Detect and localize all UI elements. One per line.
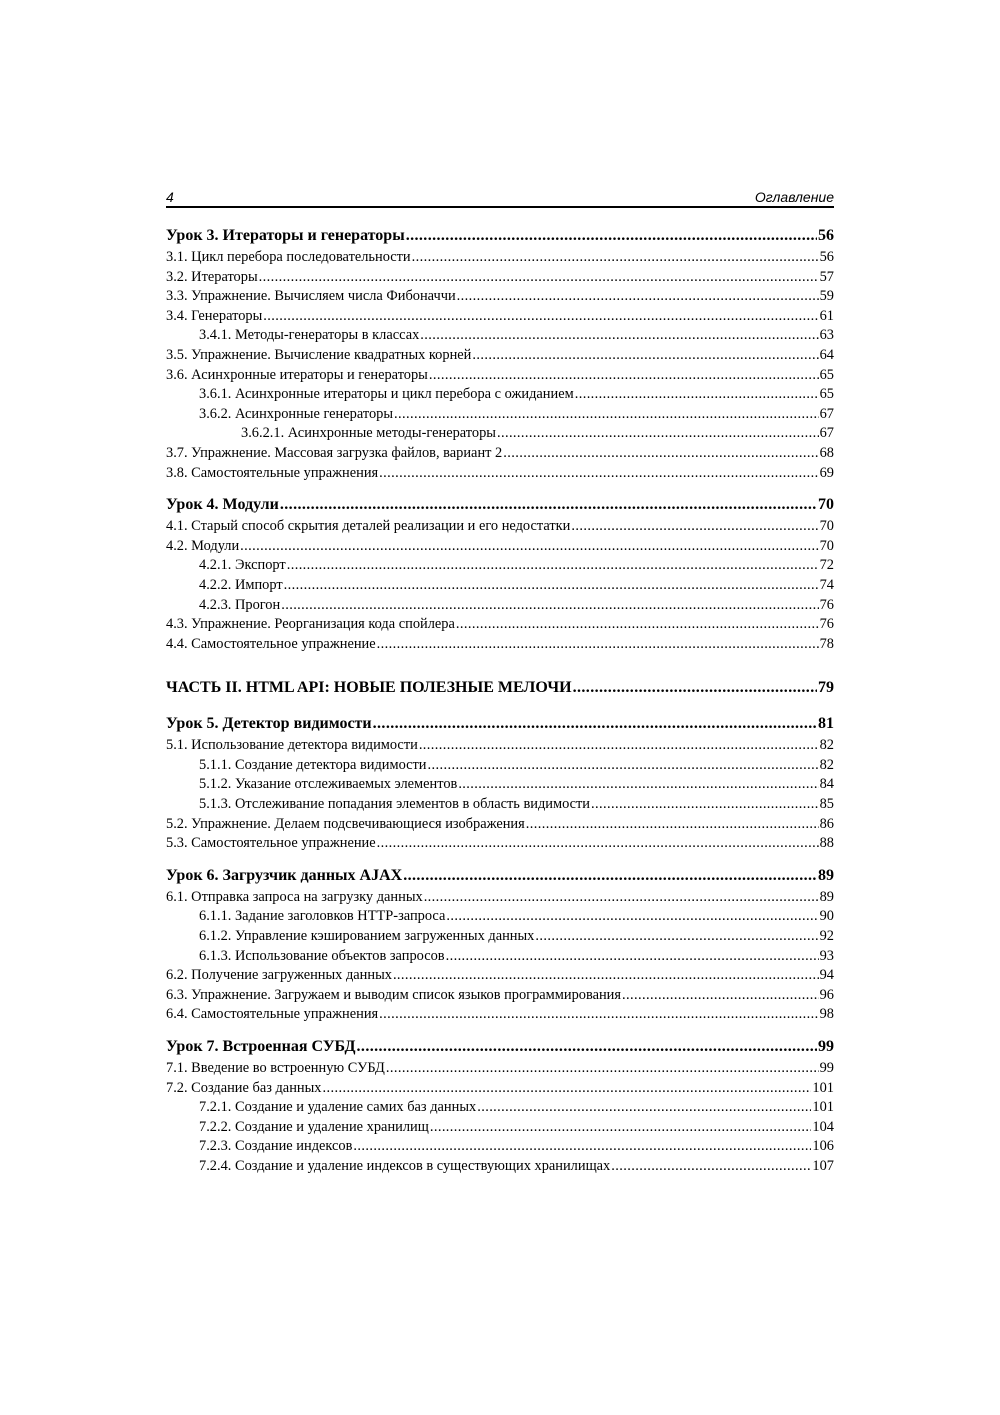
toc-entry-title: 3.6. Асинхронные итераторы и генераторы xyxy=(166,366,428,383)
toc-entry[interactable] xyxy=(166,576,834,596)
dot-leader xyxy=(573,678,817,698)
toc-entry-title: 3.4.1. Методы-генераторы в классах xyxy=(199,327,420,344)
toc-entry-page: 56 xyxy=(819,249,834,265)
dot-leader xyxy=(456,615,819,635)
dot-leader xyxy=(379,1005,818,1025)
toc-entry-page: 78 xyxy=(819,635,834,652)
toc-entry[interactable] xyxy=(166,1118,834,1138)
toc-entry-title: 3.6.2. Асинхронные генераторы xyxy=(199,405,393,422)
dot-leader xyxy=(420,326,818,346)
toc-entry-title: 4.2.3. Прогон xyxy=(199,596,281,613)
dot-leader xyxy=(497,424,819,444)
toc-lesson-entry[interactable] xyxy=(166,226,834,248)
dot-leader xyxy=(406,226,817,246)
toc-entry-page: 85 xyxy=(819,796,834,813)
toc-entry-title: Урок 3. Итераторы и генераторы xyxy=(166,227,405,244)
toc-entry-page: 107 xyxy=(812,1157,834,1174)
toc-page xyxy=(166,186,834,1177)
toc-entry-page: 69 xyxy=(819,464,834,481)
toc-entry[interactable] xyxy=(166,1157,834,1177)
dot-leader xyxy=(393,966,819,986)
dot-leader xyxy=(412,248,819,268)
toc-entry-page: 67 xyxy=(819,405,834,422)
toc-entry[interactable] xyxy=(166,615,834,635)
toc-lesson-entry[interactable] xyxy=(166,866,834,888)
toc-entry-title: 3.1. Цикл перебора последовательности xyxy=(166,249,411,265)
toc-entry-page: 74 xyxy=(819,576,834,593)
dot-leader xyxy=(377,834,819,854)
toc-entry-page: 104 xyxy=(812,1118,834,1135)
toc-entry-title: 4.1. Старый способ скрытия деталей реализации и его недостатки xyxy=(166,518,571,535)
toc-lesson-entry[interactable] xyxy=(166,714,834,736)
toc-entry-page: 70 xyxy=(818,496,834,514)
dot-leader xyxy=(446,907,818,927)
toc-entry-title: 7.2. Создание баз данных xyxy=(166,1079,322,1096)
toc-entry-page: 72 xyxy=(819,557,834,574)
toc-entry-title: 3.8. Самостоятельные упражнения xyxy=(166,464,379,481)
toc-entry-page: 76 xyxy=(819,616,834,633)
toc-entry-title: Урок 6. Загрузчик данных AJAX xyxy=(166,866,403,884)
dot-leader xyxy=(428,756,819,776)
toc-entry-page: 82 xyxy=(819,756,834,773)
dot-leader xyxy=(373,714,817,734)
dot-leader xyxy=(263,307,818,327)
toc-entry-page: 94 xyxy=(819,967,834,984)
toc-entry-page: 96 xyxy=(819,986,834,1003)
toc-entry-title: 4.2.1. Экспорт xyxy=(199,557,286,574)
dot-leader xyxy=(430,1118,812,1138)
dot-leader xyxy=(424,888,819,908)
toc-entry-page: 88 xyxy=(819,835,834,852)
toc-entry[interactable] xyxy=(166,556,834,576)
dot-leader xyxy=(379,464,818,484)
toc-entry-page: 57 xyxy=(819,268,834,285)
dot-leader xyxy=(446,947,819,967)
toc-entry-title: 3.5. Упражнение. Вычисление квадратных корней xyxy=(166,346,472,363)
toc-entry-title: 3.2. Итераторы xyxy=(166,268,258,285)
toc-entry-page: 89 xyxy=(819,888,834,905)
dot-leader xyxy=(280,495,817,515)
toc-entry[interactable] xyxy=(166,1059,834,1079)
dot-leader xyxy=(622,986,819,1006)
toc-entry[interactable] xyxy=(166,464,834,484)
running-header xyxy=(166,186,834,208)
dot-leader xyxy=(386,1059,819,1079)
dot-leader xyxy=(284,576,819,596)
dot-leader xyxy=(287,556,819,576)
toc-entry-title: 3.7. Упражнение. Массовая загрузка файлов, вариант 2 xyxy=(166,444,503,461)
toc-entry-page: 61 xyxy=(819,307,834,324)
toc-entry-title: 7.2.1. Создание и удаление самих баз данных xyxy=(199,1099,477,1116)
toc-entry-page: 68 xyxy=(819,444,834,461)
toc-entry-page: 70 xyxy=(819,537,834,554)
toc-entry-title: 3.3. Упражнение. Вычисляем числа Фибоначчи xyxy=(166,288,456,305)
toc-entry[interactable] xyxy=(166,287,834,307)
toc-entry[interactable] xyxy=(166,1137,834,1157)
dot-leader xyxy=(526,815,819,835)
dot-leader xyxy=(429,366,819,386)
toc-entry-page: 79 xyxy=(818,679,834,697)
toc-entry-title: 5.1.2. Указание отслеживаемых элементов xyxy=(199,776,458,793)
dot-leader xyxy=(503,444,818,464)
toc-entry-title: 4.2.2. Импорт xyxy=(199,576,283,593)
toc-entry[interactable] xyxy=(166,834,834,854)
dot-leader xyxy=(535,927,818,947)
toc-entry[interactable] xyxy=(166,346,834,366)
toc-entry[interactable] xyxy=(166,795,834,815)
page-number: 4 xyxy=(166,189,174,205)
dot-leader xyxy=(472,346,818,366)
toc-entry[interactable] xyxy=(166,927,834,947)
toc-entry-title: 5.3. Самостоятельное упражнение xyxy=(166,835,376,852)
toc-entry[interactable] xyxy=(166,888,834,908)
toc-entry-title: 5.1.1. Создание детектора видимости xyxy=(199,756,427,773)
toc-entry[interactable] xyxy=(166,326,834,346)
toc-entry-title: 7.2.3. Создание индексов xyxy=(199,1138,353,1155)
dot-leader xyxy=(571,517,818,537)
toc-entry-page: 106 xyxy=(812,1138,834,1155)
toc-entry-page: 84 xyxy=(819,776,834,793)
toc-entry[interactable] xyxy=(166,424,834,444)
toc-entry[interactable] xyxy=(166,385,834,405)
dot-leader xyxy=(457,287,819,307)
dot-leader xyxy=(240,537,818,557)
toc-entry-page: 81 xyxy=(818,715,834,733)
toc-lesson-entry[interactable] xyxy=(166,495,834,517)
toc-entry[interactable] xyxy=(166,1005,834,1025)
dot-leader xyxy=(394,405,819,425)
dot-leader xyxy=(477,1098,811,1118)
toc-entry-title: 7.1. Введение во встроенную СУБД xyxy=(166,1060,385,1076)
toc-entry-title: 5.1. Использование детектора видимости xyxy=(166,737,418,754)
toc-entry[interactable] xyxy=(166,517,834,537)
dot-leader xyxy=(591,795,819,815)
toc-entry-title: 7.2.2. Создание и удаление хранилищ xyxy=(199,1118,429,1135)
toc-entry-title: 3.4. Генераторы xyxy=(166,307,263,324)
toc-entry-page: 65 xyxy=(819,366,834,383)
dot-leader xyxy=(357,1037,817,1057)
toc-entry-title: 3.6.1. Асинхронные итераторы и цикл перебора с ожиданием xyxy=(199,386,574,403)
toc-entry-page: 101 xyxy=(812,1099,834,1116)
toc-entry-page: 65 xyxy=(819,386,834,403)
dot-leader xyxy=(281,596,818,616)
toc-entry[interactable] xyxy=(166,1098,834,1118)
toc-entry-title: 6.1. Отправка запроса на загрузку данных xyxy=(166,888,423,905)
toc-entry[interactable] xyxy=(166,635,834,655)
dot-leader xyxy=(419,736,819,756)
dot-leader xyxy=(353,1137,811,1157)
dot-leader xyxy=(259,268,819,288)
toc-entry-title: 6.1.1. Задание заголовков HTTP-запроса xyxy=(199,908,446,925)
toc-entry-title: Урок 4. Модули xyxy=(166,496,279,514)
toc-entry[interactable] xyxy=(166,815,834,835)
toc-entry[interactable] xyxy=(166,986,834,1006)
toc-lesson-entry[interactable] xyxy=(166,1037,834,1059)
toc-entry-page: 90 xyxy=(819,908,834,925)
toc-entry-page: 99 xyxy=(818,1038,834,1055)
toc-entry[interactable] xyxy=(166,596,834,616)
toc-entry[interactable] xyxy=(166,947,834,967)
toc-entry-page: 63 xyxy=(819,327,834,344)
toc-part-entry[interactable] xyxy=(166,678,834,700)
toc-entry[interactable] xyxy=(166,405,834,425)
toc-entry[interactable] xyxy=(166,775,834,795)
toc-entry-title: 6.4. Самостоятельные упражнения xyxy=(166,1006,379,1023)
toc-entry-page: 76 xyxy=(819,596,834,613)
toc-entry-title: ЧАСТЬ II. HTML API: НОВЫЕ ПОЛЕЗНЫЕ МЕЛОЧИ xyxy=(166,679,572,697)
toc-entry[interactable] xyxy=(166,248,834,268)
toc-entry[interactable] xyxy=(166,268,834,288)
toc-entry-title: 6.1.3. Использование объектов запросов xyxy=(199,947,445,964)
toc-entry[interactable] xyxy=(166,444,834,464)
dot-leader xyxy=(322,1079,811,1099)
toc-entry-page: 70 xyxy=(819,518,834,535)
toc-entry-page: 98 xyxy=(819,1006,834,1023)
toc-entry-page: 99 xyxy=(819,1060,834,1076)
toc-entry[interactable] xyxy=(166,1079,834,1099)
dot-leader xyxy=(377,635,819,655)
toc-entry-page: 82 xyxy=(819,737,834,754)
toc-entry-title: 7.2.4. Создание и удаление индексов в существующих хранилищах xyxy=(199,1157,611,1174)
toc-entry[interactable] xyxy=(166,756,834,776)
toc-entry[interactable] xyxy=(166,366,834,386)
toc-entry-page: 64 xyxy=(819,346,834,363)
toc-entry-page: 67 xyxy=(819,425,834,442)
dot-leader xyxy=(611,1157,811,1177)
toc-entry-page: 93 xyxy=(819,947,834,964)
toc-entry[interactable] xyxy=(166,537,834,557)
toc-entry-page: 56 xyxy=(818,227,834,244)
toc-entry-page: 92 xyxy=(819,928,834,945)
toc-entry-page: 59 xyxy=(819,288,834,305)
toc-entry[interactable] xyxy=(166,966,834,986)
toc-entry-title: 4.4. Самостоятельное упражнение xyxy=(166,635,376,652)
toc-entry-title: 5.1.3. Отслеживание попадания элементов в область видимости xyxy=(199,796,591,813)
toc-entry-title: 4.3. Упражнение. Реорганизация кода спойлера xyxy=(166,616,455,633)
toc-entry-page: 89 xyxy=(818,866,834,884)
dot-leader xyxy=(403,866,817,886)
toc-entry-page: 86 xyxy=(819,815,834,832)
toc-entry-title: Урок 5. Детектор видимости xyxy=(166,715,372,733)
toc-entry-page: 101 xyxy=(812,1079,834,1096)
toc-entry-title: 6.1.2. Управление кэшированием загруженных данных xyxy=(199,928,535,945)
toc-entry-title: Урок 7. Встроенная СУБД xyxy=(166,1038,356,1055)
toc-entry-title: 6.2. Получение загруженных данных xyxy=(166,967,392,984)
dot-leader xyxy=(458,775,818,795)
toc-entry-title: 5.2. Упражнение. Делаем подсвечивающиеся изображения xyxy=(166,815,525,832)
toc-entry[interactable] xyxy=(166,307,834,327)
toc-entry-title: 4.2. Модули xyxy=(166,537,240,554)
toc-entry[interactable] xyxy=(166,736,834,756)
table-of-contents xyxy=(166,226,834,1177)
dot-leader xyxy=(575,385,819,405)
toc-entry-title: 6.3. Упражнение. Загружаем и выводим список языков программирования xyxy=(166,986,621,1003)
running-title: Оглавление xyxy=(754,189,834,205)
toc-entry-title: 3.6.2.1. Асинхронные методы-генераторы xyxy=(241,425,496,442)
toc-entry[interactable] xyxy=(166,907,834,927)
